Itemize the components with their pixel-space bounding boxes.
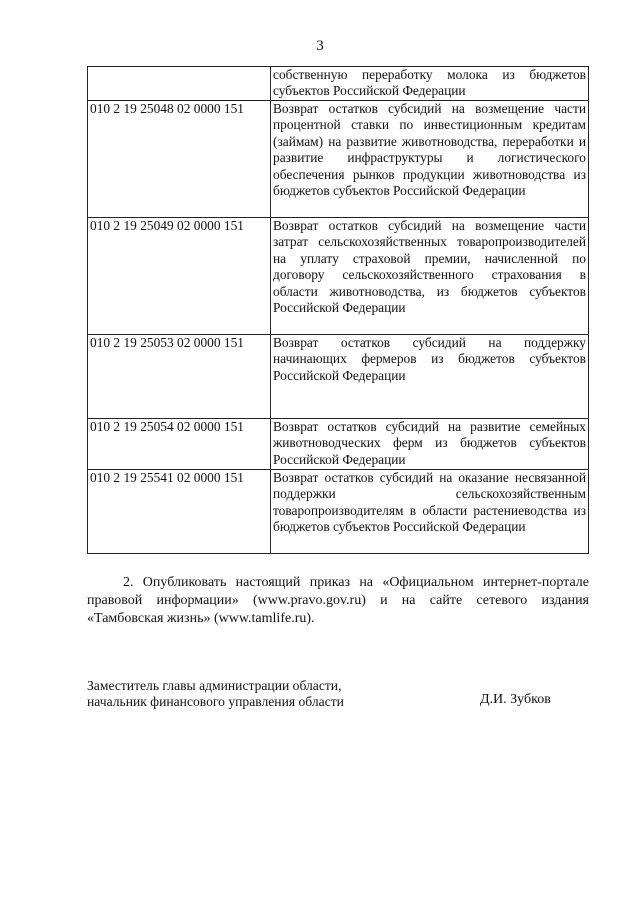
code-cell: 010 2 19 25541 02 0000 151 (88, 470, 271, 554)
code-cell: 010 2 19 25048 02 0000 151 (88, 101, 271, 218)
signatory-name: Д.И. Зубков (480, 692, 551, 707)
publication-paragraph: 2. Опубликовать настоящий приказ на «Официальном интернет-портале правовой информации» (www.pravo.gov.ru) и на сайте сетевого издания «Тамбовская жизнь» (www.tamlife.ru). (87, 575, 589, 626)
table-row (88, 470, 589, 554)
description-cell: Возврат остатков субсидий на оказание несвязанной поддержки сельскохозяйственным товаропроизводителям в области растениеводства из бюджетов субъектов Российской Федерации (271, 470, 589, 554)
table-row (88, 335, 589, 419)
code-cell: 010 2 19 25053 02 0000 151 (88, 335, 271, 419)
signatory-position-line2: начальник финансового управления области (87, 693, 344, 709)
table-row (88, 67, 589, 101)
signatory-position-line1: Заместитель главы администрации области, (87, 678, 342, 693)
code-cell (88, 67, 271, 101)
description-cell: Возврат остатков субсидий на возмещение части процентной ставки по инвестиционным кредитам (займам) на развитие животноводства, переработки и развитие инфраструктуры и логистического обеспечения рынков продукции животноводства из бюджетов субъектов Российской Федерации (271, 101, 589, 218)
table-row (88, 101, 589, 218)
code-cell: 010 2 19 25049 02 0000 151 (88, 218, 271, 335)
description-cell: Возврат остатков субсидий на возмещение части затрат сельскохозяйственных товаропроизводителей на уплату страховой премии, начисленной по договору сельскохозяйственного страхования в области животноводства, из бюджетов субъектов Российской Федерации (271, 218, 589, 335)
page-number: 3 (316, 38, 324, 54)
description-cell: Возврат остатков субсидий на поддержку начинающих фермеров из бюджетов субъектов Российской Федерации (271, 335, 589, 419)
code-cell: 010 2 19 25054 02 0000 151 (88, 419, 271, 470)
description-cell: Возврат остатков субсидий на развитие семейных животноводческих ферм из бюджетов субъектов Российской Федерации (271, 419, 589, 470)
budget-codes-table (87, 66, 589, 554)
table-row (88, 419, 589, 470)
description-cell: собственную переработку молока из бюджетов субъектов Российской Федерации (271, 67, 589, 101)
table-row (88, 218, 589, 335)
